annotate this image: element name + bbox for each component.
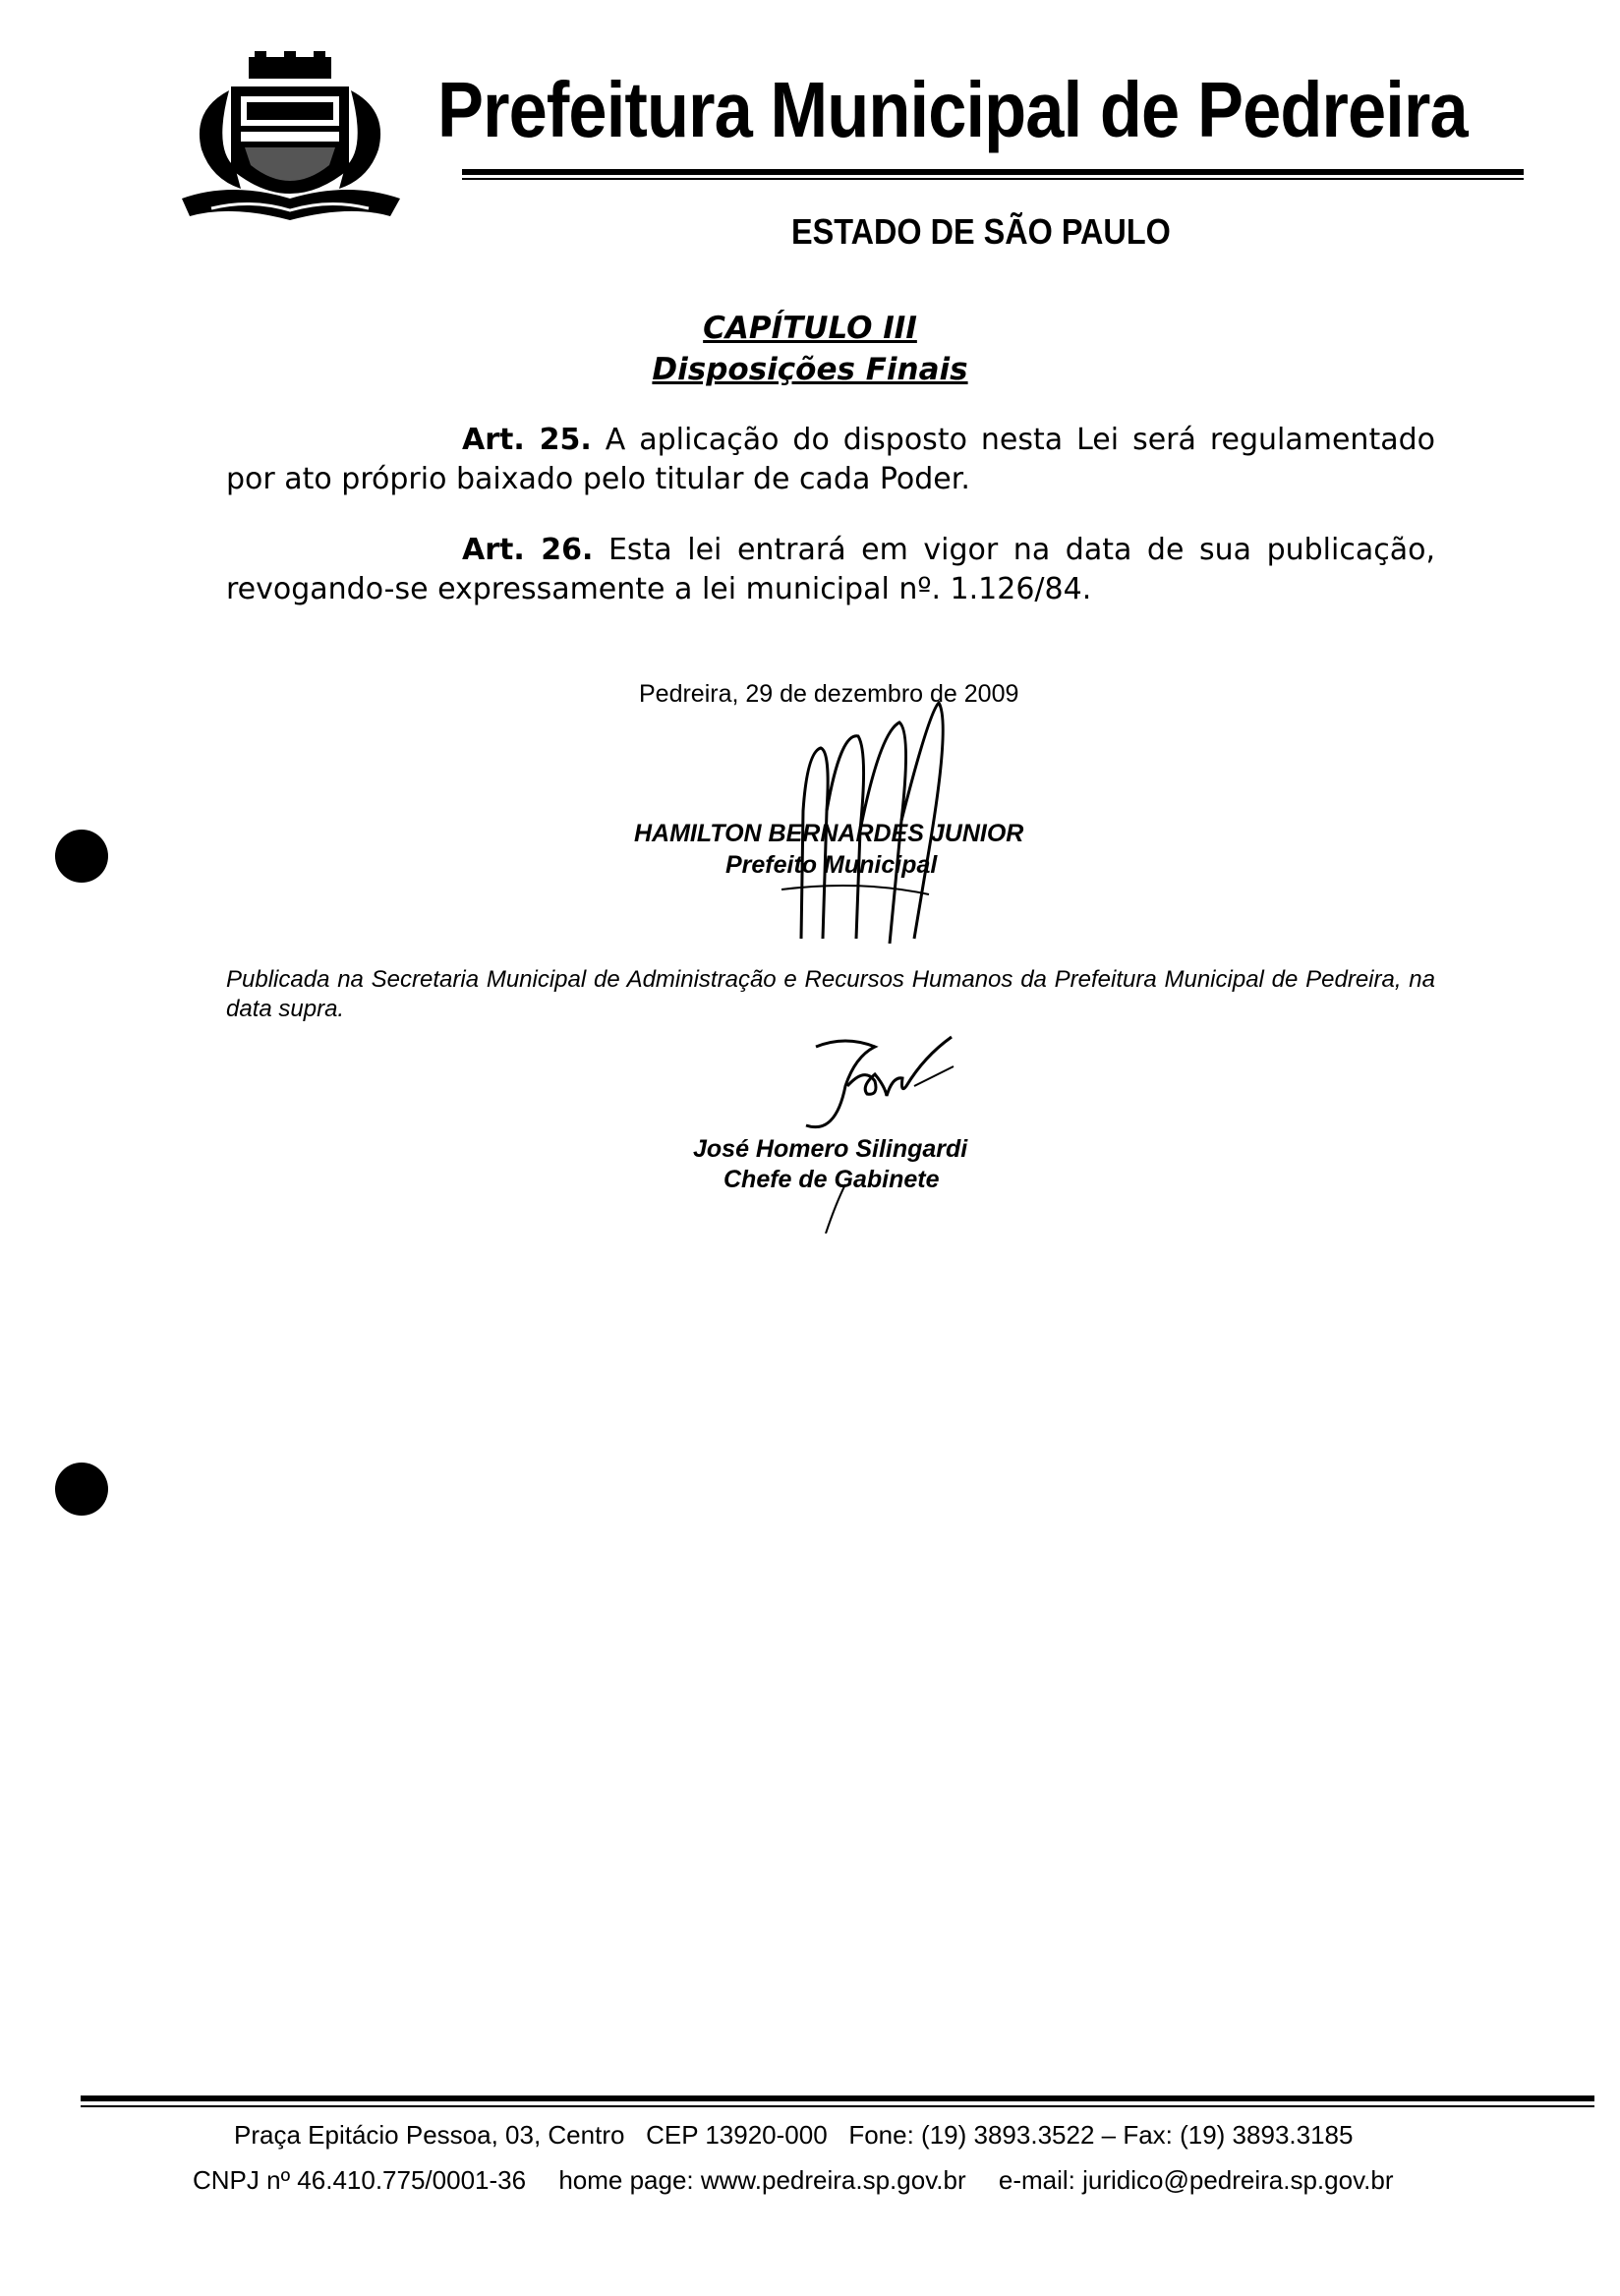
chief-role: Chefe de Gabinete <box>723 1166 940 1193</box>
article-label: Art. 26. <box>462 533 594 567</box>
place-date: Pedreira, 29 de dezembro de 2009 <box>639 680 1019 708</box>
publication-note: Publicada na Secretaria Municipal de Administração e Recursos Humanos da Prefeitura Municipal de Pedreira, na data supra. <box>226 966 1435 1022</box>
chapter-title: Disposições Finais <box>652 352 968 387</box>
organization-title: Prefeitura Municipal de Pedreira <box>437 66 1468 153</box>
article-text: Esta lei entrará em vigor na data de sua publicação, revogando-se expressamente a lei municipal nº. 1.126/84. <box>226 533 1435 606</box>
footer-cnpj: CNPJ nº 46.410.775/0001-36 <box>193 2165 527 2195</box>
chief-signature-icon <box>777 1027 973 1234</box>
footer-address: Praça Epitácio Pessoa, 03, Centro CEP 13920-000 Fone: (19) 3893.3522 – Fax: (19) 3893.3185 <box>234 2120 1354 2150</box>
mayor-role: Prefeito Municipal <box>725 851 938 879</box>
chief-name: José Homero Silingardi <box>693 1135 968 1163</box>
footer-contacts <box>193 2165 1419 2196</box>
state-subtitle: ESTADO DE SÃO PAULO <box>791 211 1171 252</box>
footer-rule-thin <box>81 2105 1594 2107</box>
municipal-coat-of-arms-icon <box>172 51 408 248</box>
article-25 <box>226 421 1435 499</box>
article-text: A aplicação do disposto nesta Lei será regulamentado por ato próprio baixado pelo titular de cada Poder. <box>226 423 1435 496</box>
article-26 <box>226 531 1435 609</box>
article-label: Art. 25. <box>462 423 592 457</box>
footer-email: e-mail: juridico@pedreira.sp.gov.br <box>998 2165 1394 2195</box>
header-rule-thin <box>462 178 1524 180</box>
mayor-name: HAMILTON BERNARDES JUNIOR <box>634 820 1024 847</box>
punch-hole <box>55 830 108 883</box>
footer-rule <box>81 2095 1594 2101</box>
punch-hole <box>55 1463 108 1516</box>
footer-homepage: home page: www.pedreira.sp.gov.br <box>558 2165 966 2195</box>
header-rule <box>462 169 1524 175</box>
chapter-number: CAPÍTULO III <box>703 311 917 346</box>
